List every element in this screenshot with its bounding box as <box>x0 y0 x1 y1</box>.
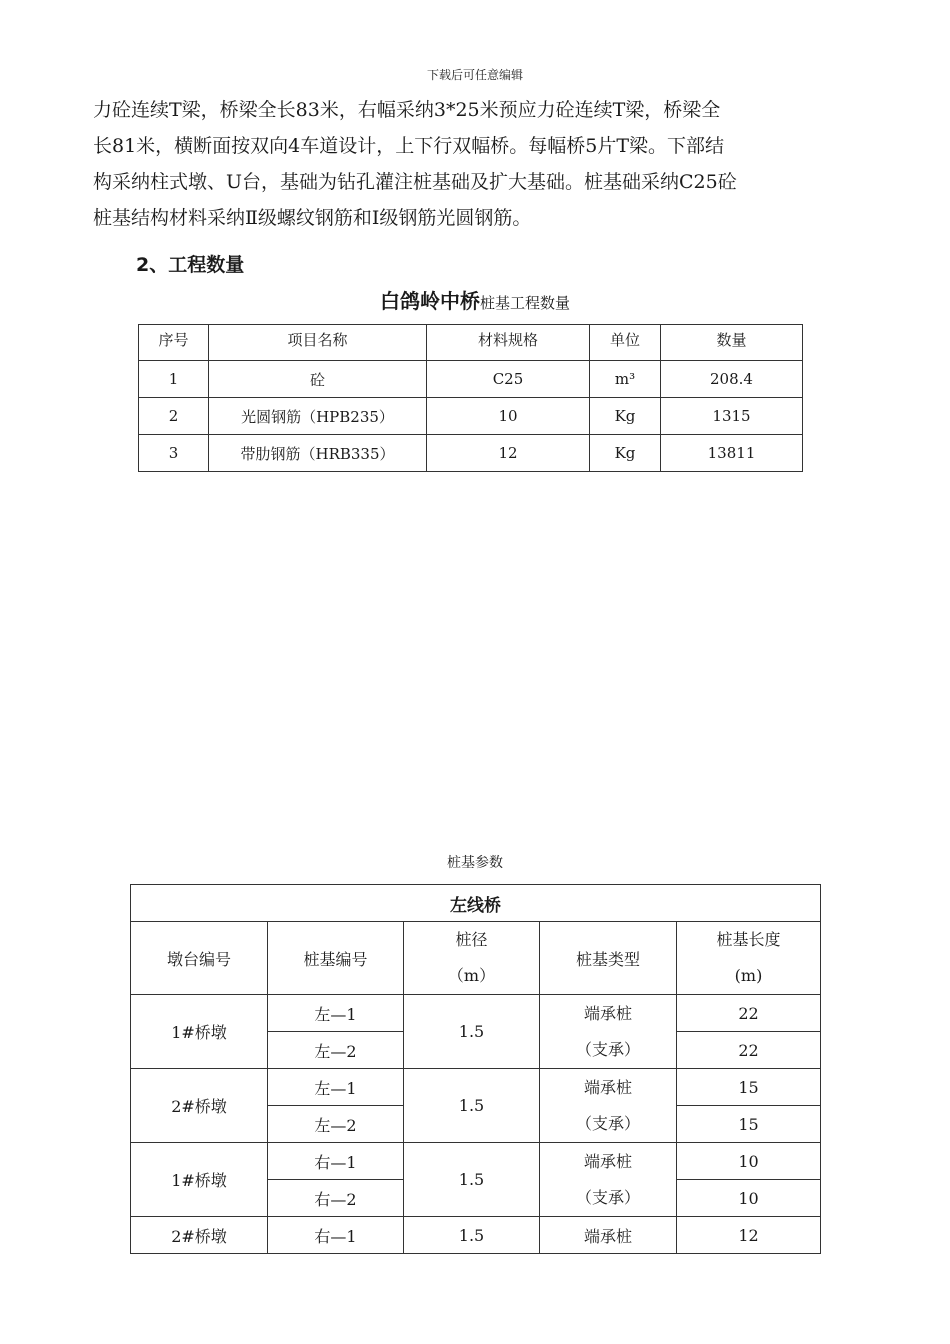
table-cell: 10 <box>427 398 590 435</box>
table2-caption: 桩基参数 <box>447 855 503 871</box>
pile-id-cell: 左—1 <box>268 995 404 1032</box>
header-length-unit: (m) <box>734 966 763 985</box>
table-row <box>131 995 821 1032</box>
table1-caption-subtitle: 桩基工程数量 <box>479 294 570 312</box>
table-cell: 光圆钢筋（HPB235） <box>209 398 427 435</box>
table-cell: C25 <box>427 361 590 398</box>
table-cell: 1 <box>139 361 209 398</box>
table-cell: 带肋钢筋（HRB335） <box>209 435 427 472</box>
section-heading: 2、工程数量 <box>136 254 245 276</box>
pile-parameter-table <box>130 884 821 1254</box>
header-cell <box>404 922 540 995</box>
page-header: 下载后可任意编辑 <box>426 68 523 82</box>
paragraph-line: 桩基结构材料采纳Ⅱ级螺纹钢筋和Ⅰ级钢筋光圆钢筋。 <box>93 207 532 229</box>
paragraph-line: 力砼连续T梁，桥梁全长83米，右幅采纳3*25米预应力砼连续T梁，桥梁全 <box>93 99 721 121</box>
header-cell: 桩基类型 <box>540 922 677 995</box>
header-cell: 序号 <box>139 325 209 361</box>
length-cell: 22 <box>677 1032 821 1069</box>
pile-type-note: （支承） <box>575 1039 640 1059</box>
table-cell: 13811 <box>661 435 803 472</box>
table-row <box>131 1143 821 1180</box>
length-cell: 15 <box>677 1069 821 1106</box>
pile-type-note: （支承） <box>575 1187 640 1207</box>
header-diameter-unit: （m） <box>447 966 496 985</box>
pile-type-cell <box>540 1069 677 1143</box>
quantity-table <box>138 324 803 472</box>
header-cell <box>677 922 821 995</box>
table-row <box>131 1217 821 1254</box>
pile-id-cell: 右—1 <box>268 1143 404 1180</box>
diameter-cell: 1.5 <box>404 995 540 1069</box>
pile-type-line: 端承桩 <box>583 1077 632 1097</box>
pile-type-line: 端承桩 <box>583 1151 632 1171</box>
pile-id-cell: 左—2 <box>268 1106 404 1143</box>
table1-caption-bridge: 白鸽岭中桥 <box>379 289 480 313</box>
header-cell: 数量 <box>661 325 803 361</box>
pile-id-cell: 右—2 <box>268 1180 404 1217</box>
table-cell: 砼 <box>209 361 427 398</box>
pile-type-note: （支承） <box>575 1113 640 1133</box>
pile-type-cell: 端承桩 <box>540 1217 677 1254</box>
paragraph-line: 构采纳柱式墩、U台，基础为钻孔灌注桩基础及扩大基础。桩基础采纳C25砼 <box>93 171 737 193</box>
table-row <box>139 435 803 472</box>
header-cell: 单位 <box>590 325 661 361</box>
length-cell: 12 <box>677 1217 821 1254</box>
pile-type-cell <box>540 1143 677 1217</box>
diameter-cell: 1.5 <box>404 1069 540 1143</box>
pier-cell: 2#桥墩 <box>131 1217 268 1254</box>
table-cell: Kg <box>590 398 661 435</box>
header-cell: 材料规格 <box>427 325 590 361</box>
paragraph-line: 长81米，横断面按双向4车道设计，上下行双幅桥。每幅桥5片T梁。下部结 <box>93 135 725 157</box>
table2-title: 左线桥 <box>131 885 821 922</box>
table-row <box>131 1069 821 1106</box>
body-paragraph <box>93 92 863 236</box>
length-cell: 10 <box>677 1180 821 1217</box>
length-cell: 22 <box>677 995 821 1032</box>
length-cell: 15 <box>677 1106 821 1143</box>
pile-type-line: 端承桩 <box>583 1003 632 1023</box>
header-cell: 项目名称 <box>209 325 427 361</box>
header-cell: 桩基编号 <box>268 922 404 995</box>
table-title-row <box>131 885 821 922</box>
table-row <box>139 398 803 435</box>
length-cell: 10 <box>677 1143 821 1180</box>
table-row <box>139 361 803 398</box>
table-cell: 208.4 <box>661 361 803 398</box>
table1-caption <box>0 285 950 314</box>
header-cell: 墩台编号 <box>131 922 268 995</box>
diameter-cell: 1.5 <box>404 1217 540 1254</box>
pile-type-cell <box>540 995 677 1069</box>
table-cell: 2 <box>139 398 209 435</box>
table-cell: 12 <box>427 435 590 472</box>
header-diameter-label: 桩径 <box>455 930 488 949</box>
pier-cell: 1#桥墩 <box>131 995 268 1069</box>
pier-cell: 1#桥墩 <box>131 1143 268 1217</box>
pile-id-cell: 右—1 <box>268 1217 404 1254</box>
table-cell: 3 <box>139 435 209 472</box>
table-header-row <box>139 325 803 361</box>
header-length-label: 桩基长度 <box>716 930 781 949</box>
pile-id-cell: 左—1 <box>268 1069 404 1106</box>
pile-id-cell: 左—2 <box>268 1032 404 1069</box>
table-cell: Kg <box>590 435 661 472</box>
table-header-row <box>131 922 821 995</box>
table-cell: m³ <box>590 361 661 398</box>
pier-cell: 2#桥墩 <box>131 1069 268 1143</box>
table-cell: 1315 <box>661 398 803 435</box>
diameter-cell: 1.5 <box>404 1143 540 1217</box>
